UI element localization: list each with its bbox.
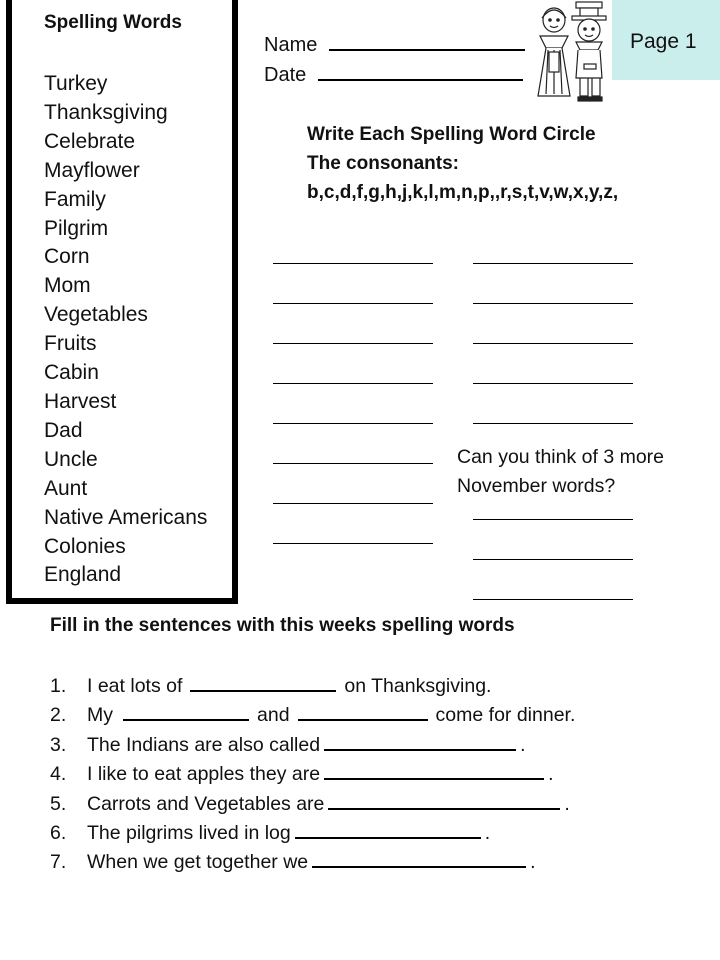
writing-line[interactable] xyxy=(273,383,433,384)
spelling-word: Pilgrim xyxy=(44,216,109,240)
sentence-text: on Thanksgiving. xyxy=(344,675,492,697)
spelling-word: Thanksgiving xyxy=(44,100,168,124)
question-line: November words? xyxy=(457,475,616,497)
sentence-item xyxy=(50,731,575,760)
writing-line[interactable] xyxy=(473,343,633,344)
sentence-blank[interactable] xyxy=(324,762,544,780)
writing-line[interactable] xyxy=(273,543,433,544)
sentence-blank[interactable] xyxy=(324,733,516,751)
instructions-line: The consonants: xyxy=(307,153,460,174)
sentence-number: 1. xyxy=(50,675,67,697)
spelling-word: Celebrate xyxy=(44,129,136,153)
spelling-word: Aunt xyxy=(44,476,88,500)
sentence-number: 4. xyxy=(50,763,67,786)
sentence-blank[interactable] xyxy=(312,850,526,868)
date-label: Date xyxy=(264,64,307,86)
sentence-list xyxy=(50,672,575,878)
sentence-text: and xyxy=(257,704,290,727)
spelling-word: Colonies xyxy=(44,534,126,558)
page-label: Page 1 xyxy=(630,30,697,53)
sentence-text: My xyxy=(87,704,113,727)
sentence-item xyxy=(50,790,575,819)
sentence-item xyxy=(50,672,575,701)
question-line: Can you think of 3 more xyxy=(457,446,665,468)
spelling-word-list xyxy=(44,70,207,590)
spelling-word: Uncle xyxy=(44,447,98,471)
writing-line[interactable] xyxy=(273,343,433,344)
writing-line[interactable] xyxy=(273,263,433,264)
writing-line[interactable] xyxy=(473,263,633,264)
sentence-blank[interactable] xyxy=(295,821,481,839)
spelling-words-title: Spelling Words xyxy=(44,12,182,33)
spelling-word: Native Americans xyxy=(44,505,208,529)
sentence-text: The pilgrims lived in log xyxy=(87,822,291,845)
spelling-word: Mom xyxy=(44,274,91,298)
sentence-number: 6. xyxy=(50,822,67,845)
name-date-header xyxy=(264,30,525,90)
sentence-item xyxy=(50,701,575,730)
november-words-question xyxy=(457,443,664,501)
sentence-blank[interactable] xyxy=(190,674,336,692)
spelling-word: Corn xyxy=(44,245,90,269)
date-blank[interactable] xyxy=(318,61,523,81)
spelling-word: Turkey xyxy=(44,72,108,95)
sentence-item xyxy=(50,760,575,789)
sentence-text: The Indians are also called xyxy=(87,733,321,756)
name-blank[interactable] xyxy=(329,31,525,51)
sentence-item xyxy=(50,848,575,877)
sentence-number: 5. xyxy=(50,792,67,815)
sentence-text: . xyxy=(530,851,536,874)
sentence-item xyxy=(50,819,575,848)
spelling-word: Cabin xyxy=(44,361,99,385)
sentence-number: 3. xyxy=(50,733,67,756)
spelling-word: Mayflower xyxy=(44,158,140,182)
writing-line[interactable] xyxy=(473,383,633,384)
sentence-text: . xyxy=(520,733,526,756)
writing-line[interactable] xyxy=(273,503,433,504)
spelling-word: England xyxy=(44,563,122,587)
page-tab xyxy=(612,0,720,80)
name-label: Name xyxy=(264,34,318,56)
sentence-text: I eat lots of xyxy=(87,675,183,697)
instructions-line: Write Each Spelling Word Circle xyxy=(307,124,596,145)
sentence-text: Carrots and Vegetables are xyxy=(87,792,325,815)
spelling-word: Dad xyxy=(44,418,83,442)
writing-line[interactable] xyxy=(273,423,433,424)
november-word-line[interactable] xyxy=(473,519,633,520)
sentence-text: . xyxy=(564,792,570,815)
sentence-number: 7. xyxy=(50,851,67,874)
writing-line[interactable] xyxy=(273,463,433,464)
writing-line[interactable] xyxy=(473,423,633,424)
writing-line[interactable] xyxy=(273,303,433,304)
consonants-line: b,c,d,f,g,h,j,k,l,m,n,p,,r,s,t,v,w,x,y,z, xyxy=(307,182,619,203)
november-word-line[interactable] xyxy=(473,559,633,560)
spelling-word: Family xyxy=(44,187,106,211)
pilgrim-couple-icon xyxy=(528,0,614,104)
sentence-text: . xyxy=(484,822,491,845)
spelling-word: Fruits xyxy=(44,332,97,356)
spelling-word: Vegetables xyxy=(44,303,148,327)
sentence-blank[interactable] xyxy=(328,792,560,810)
sentence-blank[interactable] xyxy=(298,703,428,721)
sentence-text: come for dinner. xyxy=(435,704,576,727)
sentence-blank[interactable] xyxy=(123,703,249,721)
november-word-line[interactable] xyxy=(473,599,633,600)
spelling-word: Harvest xyxy=(44,389,117,413)
writing-line[interactable] xyxy=(473,303,633,304)
sentence-text: When we get together we xyxy=(87,851,309,874)
instructions xyxy=(307,120,618,207)
sentence-text: . xyxy=(548,763,554,786)
fill-in-title: Fill in the sentences with this weeks spelling words xyxy=(50,615,515,636)
sentence-number: 2. xyxy=(50,704,67,727)
sentence-text: I like to eat apples they are xyxy=(87,763,321,786)
